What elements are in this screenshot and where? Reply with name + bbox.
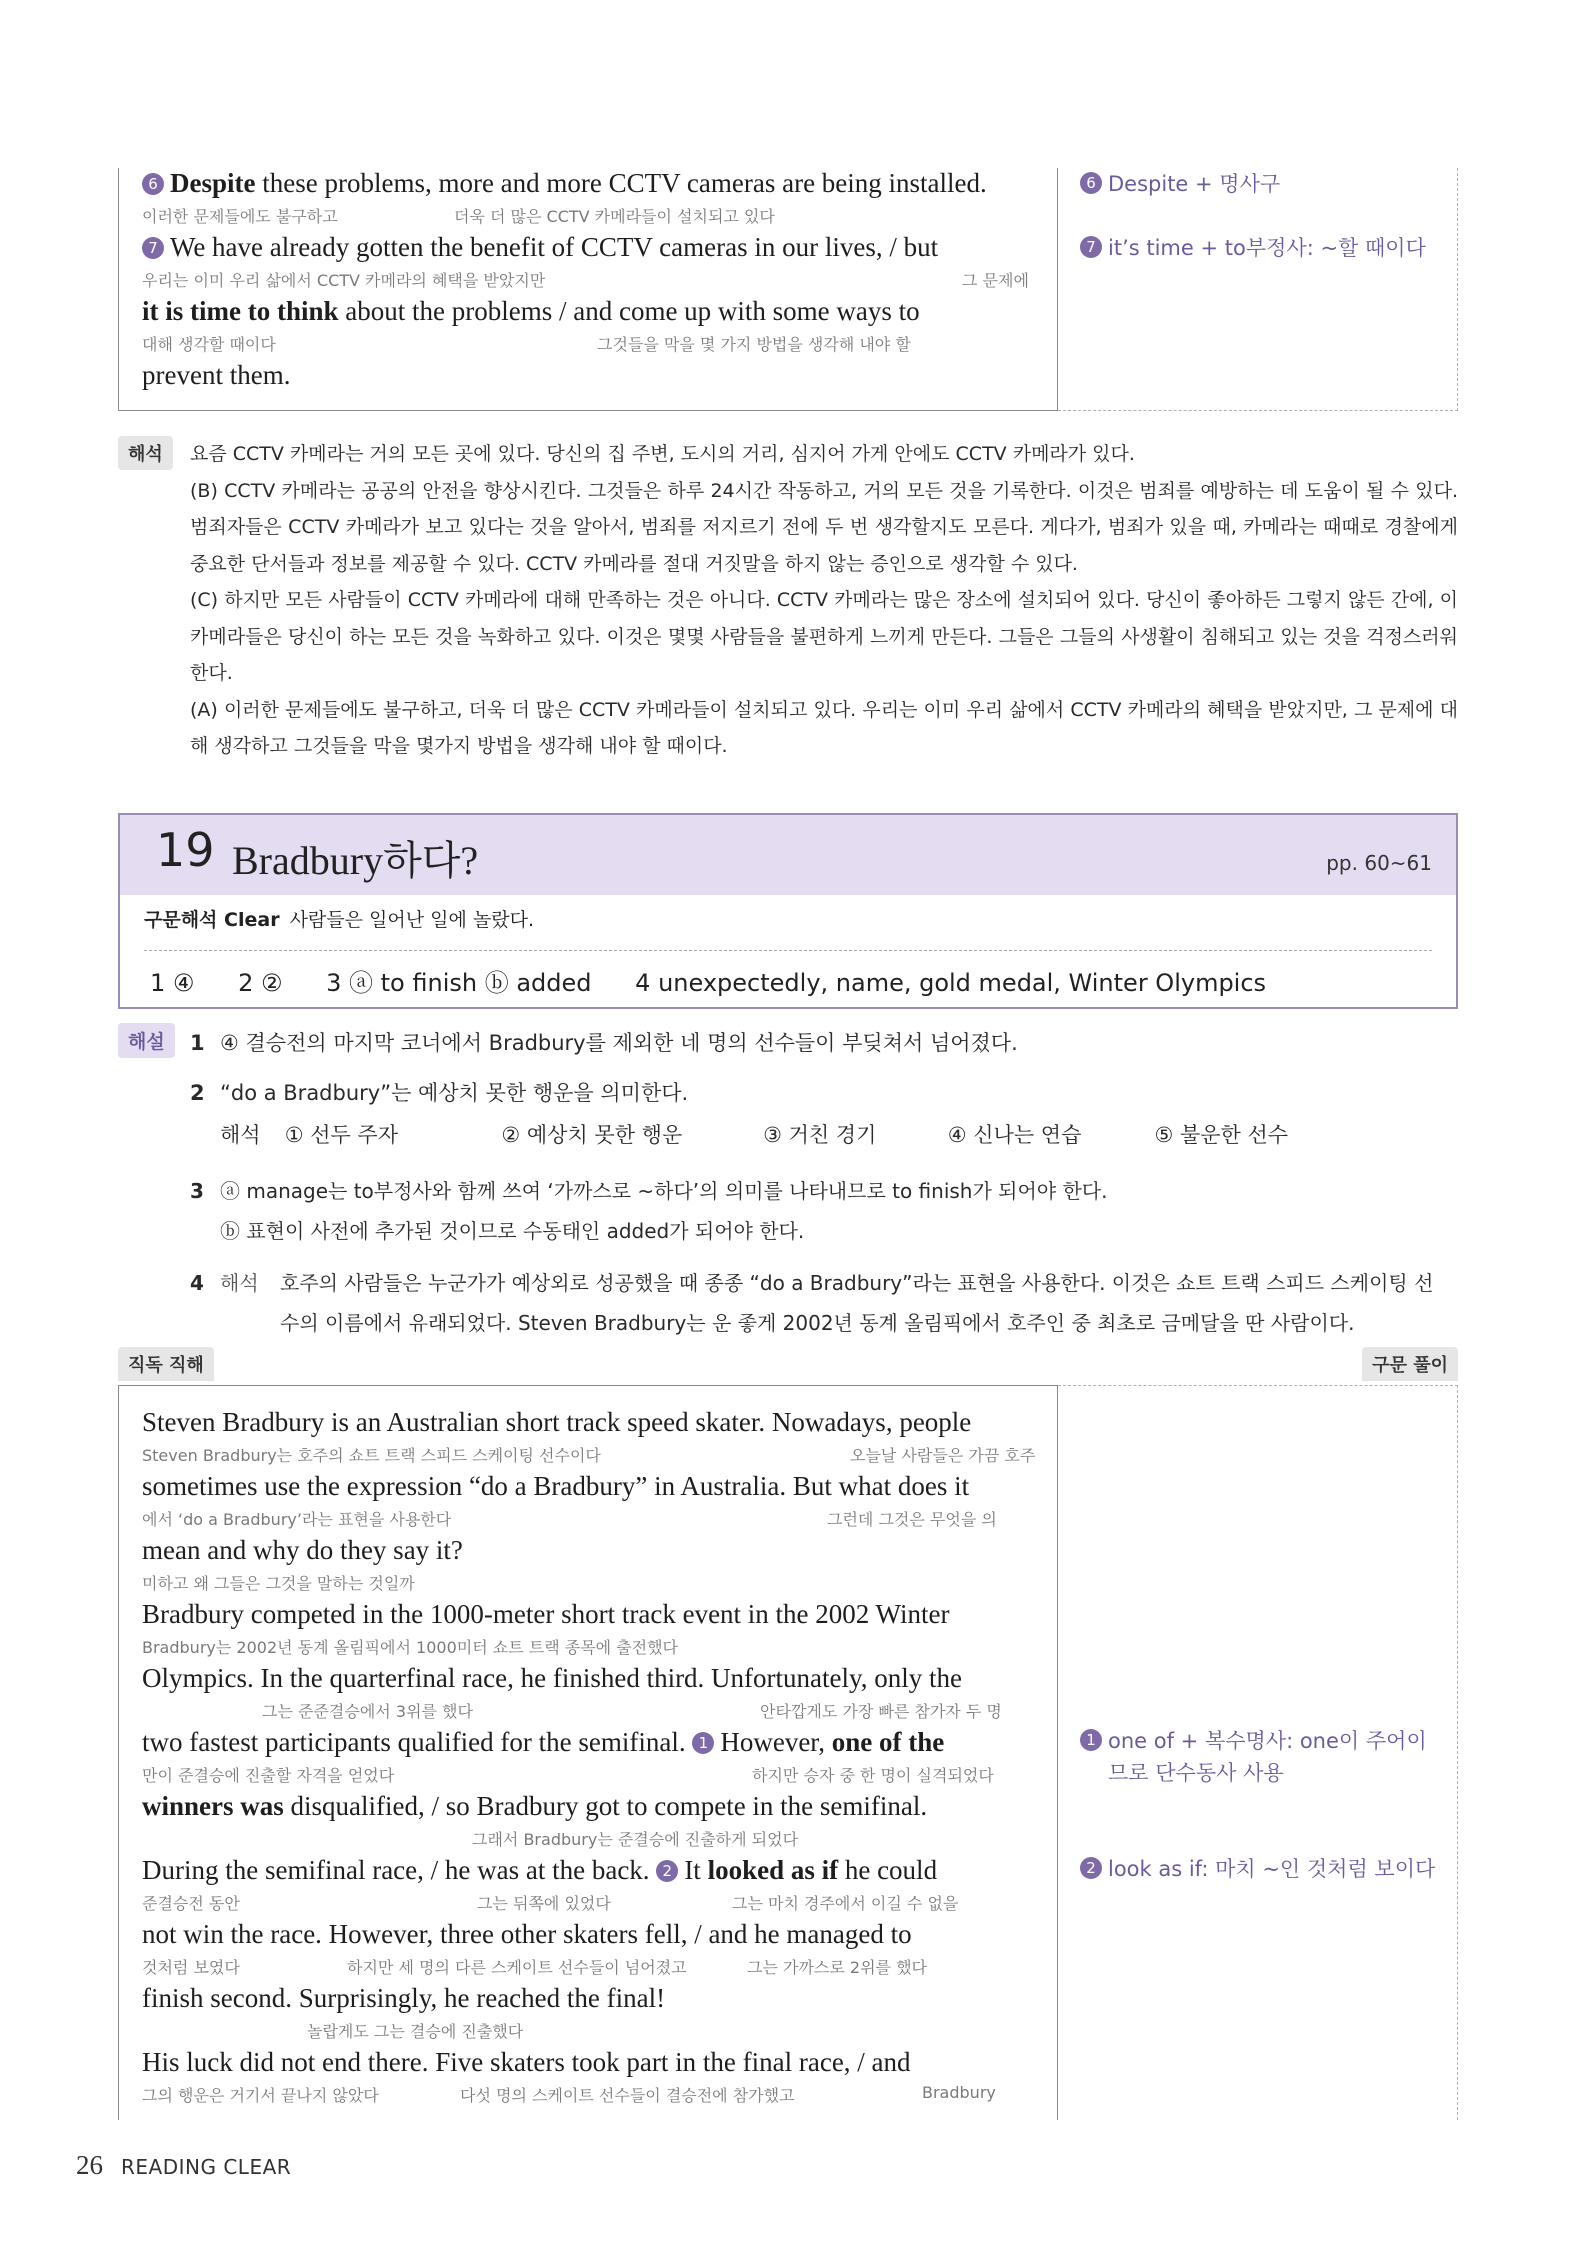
reading-line	[142, 1535, 1042, 1599]
reading-line	[142, 168, 1042, 232]
reading-line	[142, 232, 1042, 296]
reading-note-1	[1080, 1725, 1427, 1789]
korean-gloss: 대해 생각할 때이다	[142, 335, 276, 354]
option-3: ③ 거친 경기	[763, 1123, 877, 1147]
unit-title: Bradbury하다?	[232, 838, 479, 883]
korean-gloss: 우리는 이미 우리 삶에서 CCTV 카메라의 혜택을 받았지만	[142, 271, 546, 290]
korean-gloss: Bradbury는 2002년 동계 올림픽에서 1000미터 쇼트 트랙 종목에 출전했다	[142, 1638, 679, 1657]
explanation-item-4-cont	[280, 1307, 1354, 1336]
reading-line	[142, 1983, 1042, 2047]
explanation-item-1	[190, 1027, 1018, 1057]
english-sentence: Olympics. In the quarterfinal race, he finished third. Unfortunately, only the	[142, 1663, 962, 1693]
korean-gloss: 하지만 승자 중 한 명이 실격되었다	[752, 1766, 994, 1785]
top-note-6-text: Despite + 명사구	[1108, 172, 1281, 196]
item-number: 3	[190, 1179, 204, 1203]
translation-paragraph-intro: 요즘 CCTV 카메라는 거의 모든 곳에 있다. 당신의 집 주변, 도시의 거리, 심지어 가게 안에도 CCTV 카메라가 있다.	[190, 443, 1135, 465]
reading-line	[142, 1663, 1042, 1727]
options-label: 해석	[220, 1123, 261, 1147]
unit-pages: pp. 60~61	[1326, 851, 1432, 875]
translation-paragraph-b: (B) CCTV 카메라는 공공의 안전을 향상시킨다. 그것들은 하루 24시간 작동하고, 거의 모든 것을 기록한다. 이것은 범죄를 예방하는 데 도움이 될 수 있다. 범죄자들은 CCTV 카메라가 보고 있다는 것을 알아서, 범죄를 저지르기 전에 두 번 생각할지도 모른다. 게다가, 범죄가 있을 때, 카메라는 때때로 경찰에게 중요한 단서들과 정보를 제공할 수 있다. CCTV 카메라를 절대 거짓말을 하지 않는 증인으로 생각할 수 있다.	[190, 479, 1458, 575]
korean-gloss: Bradbury	[922, 2083, 996, 2102]
explanation-item-4-line-1: 호주의 사람들은 누군가가 예상외로 성공했을 때 종종 “do a Bradbury”라는 표현을 사용한다. 이것은 쇼트 트랙 스피드 스케이팅 선	[280, 1271, 1434, 1295]
reading-line	[142, 360, 1042, 424]
explanation-item-3b	[220, 1215, 804, 1244]
reading-line	[142, 1791, 1042, 1855]
translation-paragraph-c: (C) 하지만 모든 사람들이 CCTV 카메라에 대해 만족하는 것은 아니다. CCTV 카메라는 많은 장소에 설치되어 있다. 당신이 좋아하든 그렇지 않든 간에, 이 카메라들은 당신이 하는 모든 것을 녹화하고 있다. 이것은 몇몇 사람들을 불편하게 느끼게 만든다. 그들은 그들의 사생활이 침해되고 있는 것을 걱정스러워한다.	[190, 589, 1458, 684]
note-number-badge: 7	[1080, 236, 1102, 258]
item-number: 1	[190, 1031, 205, 1055]
direct-reading-tag: 직독 직해	[118, 1347, 214, 1381]
english-sentence: two fastest participants qualified for the semifinal. 1 However, one of the	[142, 1727, 945, 1757]
option-2: ② 예상치 못한 행운	[501, 1123, 683, 1147]
reading-line	[142, 1471, 1042, 1535]
reading-line	[142, 1855, 1042, 1919]
explanation-item-3a-text: ⓐ manage는 to부정사와 함께 쓰여 ‘가까스로 ~하다’의 의미를 나타내므로 to finish가 되어야 한다.	[220, 1179, 1108, 1203]
option-5: ⑤ 불운한 선수	[1154, 1123, 1289, 1147]
structure-notes-tag: 구문 풀이	[1362, 1347, 1458, 1381]
korean-gloss: 놀랍게도 그는 결승에 진출했다	[307, 2022, 524, 2041]
korean-gloss: 안타깝게도 가장 빠른 참가자 두 명	[760, 1702, 1002, 1721]
korean-gloss: 미하고 왜 그들은 그것을 말하는 것일까	[142, 1574, 415, 1593]
reading-line	[142, 1599, 1042, 1663]
clear-text: 사람들은 일어난 일에 놀랐다.	[289, 909, 534, 931]
reading-line	[142, 2047, 1042, 2111]
top-reading-box	[118, 168, 1458, 411]
english-sentence: mean and why do they say it?	[142, 1535, 463, 1565]
answer-4: 4 unexpectedly, name, gold medal, Winter Olympics	[635, 969, 1267, 997]
english-sentence: not win the race. However, three other skaters fell, / and he managed to	[142, 1919, 912, 1949]
unit-number: 19	[156, 823, 215, 877]
note-number-badge: 1	[1080, 1729, 1102, 1751]
reading-line	[142, 1407, 1042, 1471]
reading-note-2-line-1: look as if: 마치 ~인 것처럼 보이다	[1108, 1857, 1436, 1881]
translation-tag: 해석	[118, 436, 173, 470]
korean-gloss: 그는 뒤쪽에 있었다	[477, 1894, 611, 1913]
page-number: 26	[76, 2150, 103, 2180]
korean-gloss: 그런데 그것은 무엇을 의	[827, 1510, 997, 1529]
answer-2: 2 ②	[238, 969, 283, 997]
korean-gloss: 그는 마치 경주에서 이길 수 없을	[732, 1894, 959, 1913]
english-sentence: 6 Despite these problems, more and more CCTV cameras are being installed.	[142, 168, 987, 199]
english-sentence: 7 We have already gotten the benefit of CCTV cameras in our lives, / but	[142, 232, 938, 263]
top-reading-lines	[142, 168, 1042, 424]
korean-gloss: 그것들을 막을 몇 가지 방법을 생각해 내야 할	[597, 335, 911, 354]
sentence-number-badge: 6	[142, 173, 164, 195]
sentence-number-badge: 7	[142, 237, 164, 259]
explanation-item-2-text: “do a Bradbury”는 예상치 못한 행운을 의미한다.	[220, 1081, 689, 1105]
korean-gloss: 이러한 문제들에도 불구하고	[142, 207, 338, 226]
english-sentence: His luck did not end there. Five skaters took part in the final race, / and	[142, 2047, 911, 2077]
item-number: 4	[190, 1271, 204, 1295]
explanation-item-1-text: ④ 결승전의 마지막 코너에서 Bradbury를 제외한 네 명의 선수들이 부딪쳐서 넘어졌다.	[220, 1031, 1018, 1055]
explanation-item-3a	[190, 1175, 1107, 1204]
korean-gloss: 것처럼 보였다	[142, 1958, 240, 1977]
direct-reading-box	[118, 1385, 1458, 2120]
explanation-tag: 해설	[118, 1023, 175, 1058]
korean-gloss: 다섯 명의 스케이트 선수들이 결승전에 참가했고	[460, 2086, 795, 2105]
clear-sentence	[144, 905, 534, 932]
korean-gloss: 에서 ‘do a Bradbury’라는 표현을 사용한다	[142, 1510, 452, 1529]
notes-box-border	[1058, 168, 1458, 411]
reading-line	[142, 1919, 1042, 1983]
korean-gloss: 그의 행운은 거기서 끝나지 않았다	[142, 2086, 379, 2105]
english-sentence: During the semifinal race, / he was at the back. 2 It looked as if he could	[142, 1855, 938, 1885]
korean-gloss: 더욱 더 많은 CCTV 카메라들이 설치되고 있다	[454, 207, 775, 226]
reading-note-2	[1080, 1853, 1435, 1885]
reading-note-1-line-1: one of + 복수명사: one이 주어이	[1108, 1729, 1427, 1753]
top-note-7	[1080, 232, 1426, 264]
korean-gloss: 오늘날 사람들은 가끔 호주	[850, 1446, 1036, 1465]
option-4: ④ 신나는 연습	[947, 1123, 1082, 1147]
page-footer	[76, 2150, 291, 2181]
korean-gloss: 하지만 세 명의 다른 스케이트 선수들이 넘어졌고	[347, 1958, 687, 1977]
translation-paragraph-a: (A) 이러한 문제들에도 불구하고, 더욱 더 많은 CCTV 카메라들이 설치되고 있다. 우리는 이미 우리 삶에서 CCTV 카메라의 혜택을 받았지만, 그 문제에 대해 생각하고 그것들을 막을 몇가지 방법을 생각해 내야 할 때이다.	[190, 698, 1458, 757]
explanation-item-4-line-2: 수의 이름에서 유래되었다. Steven Bradbury는 운 좋게 2002년 동계 올림픽에서 호주인 중 최초로 금메달을 딴 사람이다.	[280, 1311, 1355, 1335]
english-sentence: it is time to think about the problems / and come up with some ways to	[142, 296, 920, 326]
translation-body	[190, 436, 1458, 765]
korean-gloss: 그래서 Bradbury는 준결승에 진출하게 되었다	[472, 1830, 799, 1849]
korean-gloss: 만이 준결승에 진출할 자격을 얻었다	[142, 1766, 395, 1785]
explanation-item-2	[190, 1077, 688, 1107]
english-sentence: winners was disqualified, / so Bradbury got to compete in the semifinal.	[142, 1791, 928, 1821]
korean-gloss: Steven Bradbury는 호주의 쇼트 트랙 스피드 스케이팅 선수이다	[142, 1446, 601, 1465]
answer-key	[150, 963, 1302, 998]
english-sentence: Bradbury competed in the 1000-meter short track event in the 2002 Winter	[142, 1599, 950, 1629]
reading-line	[142, 1727, 1042, 1791]
explanation-item-3b-text: ⓑ 표현이 사전에 추가된 것이므로 수동태인 added가 되어야 한다.	[220, 1219, 805, 1243]
english-sentence: Steven Bradbury is an Australian short track speed skater. Nowadays, people	[142, 1407, 972, 1437]
item-4-label: 해석	[220, 1271, 259, 1295]
top-note-6	[1080, 168, 1280, 200]
answer-3: 3 ⓐ to finish ⓑ added	[326, 969, 592, 997]
note-number-badge: 6	[1080, 172, 1102, 194]
unit-header	[118, 813, 1458, 1009]
explanation-item-4	[190, 1267, 1433, 1296]
korean-gloss: 그는 가까스로 2위를 했다	[747, 1958, 927, 1977]
note-number-badge: 2	[1080, 1857, 1102, 1879]
clear-label: 구문해석 Clear	[144, 909, 280, 931]
english-sentence: finish second. Surprisingly, he reached the final!	[142, 1983, 666, 2013]
book-title: READING CLEAR	[121, 2155, 292, 2179]
option-1: ① 선두 주자	[284, 1123, 399, 1147]
korean-gloss: 그 문제에	[962, 271, 1029, 290]
dashed-divider	[144, 950, 1432, 951]
english-sentence: prevent them.	[142, 360, 291, 390]
direct-reading-lines	[142, 1407, 1042, 2111]
english-sentence: sometimes use the expression “do a Bradbury” in Australia. But what does it	[142, 1471, 970, 1501]
korean-gloss: 그는 준준결승에서 3위를 했다	[262, 1702, 473, 1721]
explanation-item-2-options	[220, 1119, 1288, 1149]
reading-note-1-line-2: 므로 단수동사 사용	[1108, 1761, 1284, 1785]
reading-line	[142, 296, 1042, 360]
korean-gloss: 준결승전 동안	[142, 1894, 240, 1913]
answer-1: 1 ④	[150, 969, 195, 997]
item-number: 2	[190, 1081, 205, 1105]
top-note-7-text: it’s time + to부정사: ~할 때이다	[1108, 236, 1426, 260]
